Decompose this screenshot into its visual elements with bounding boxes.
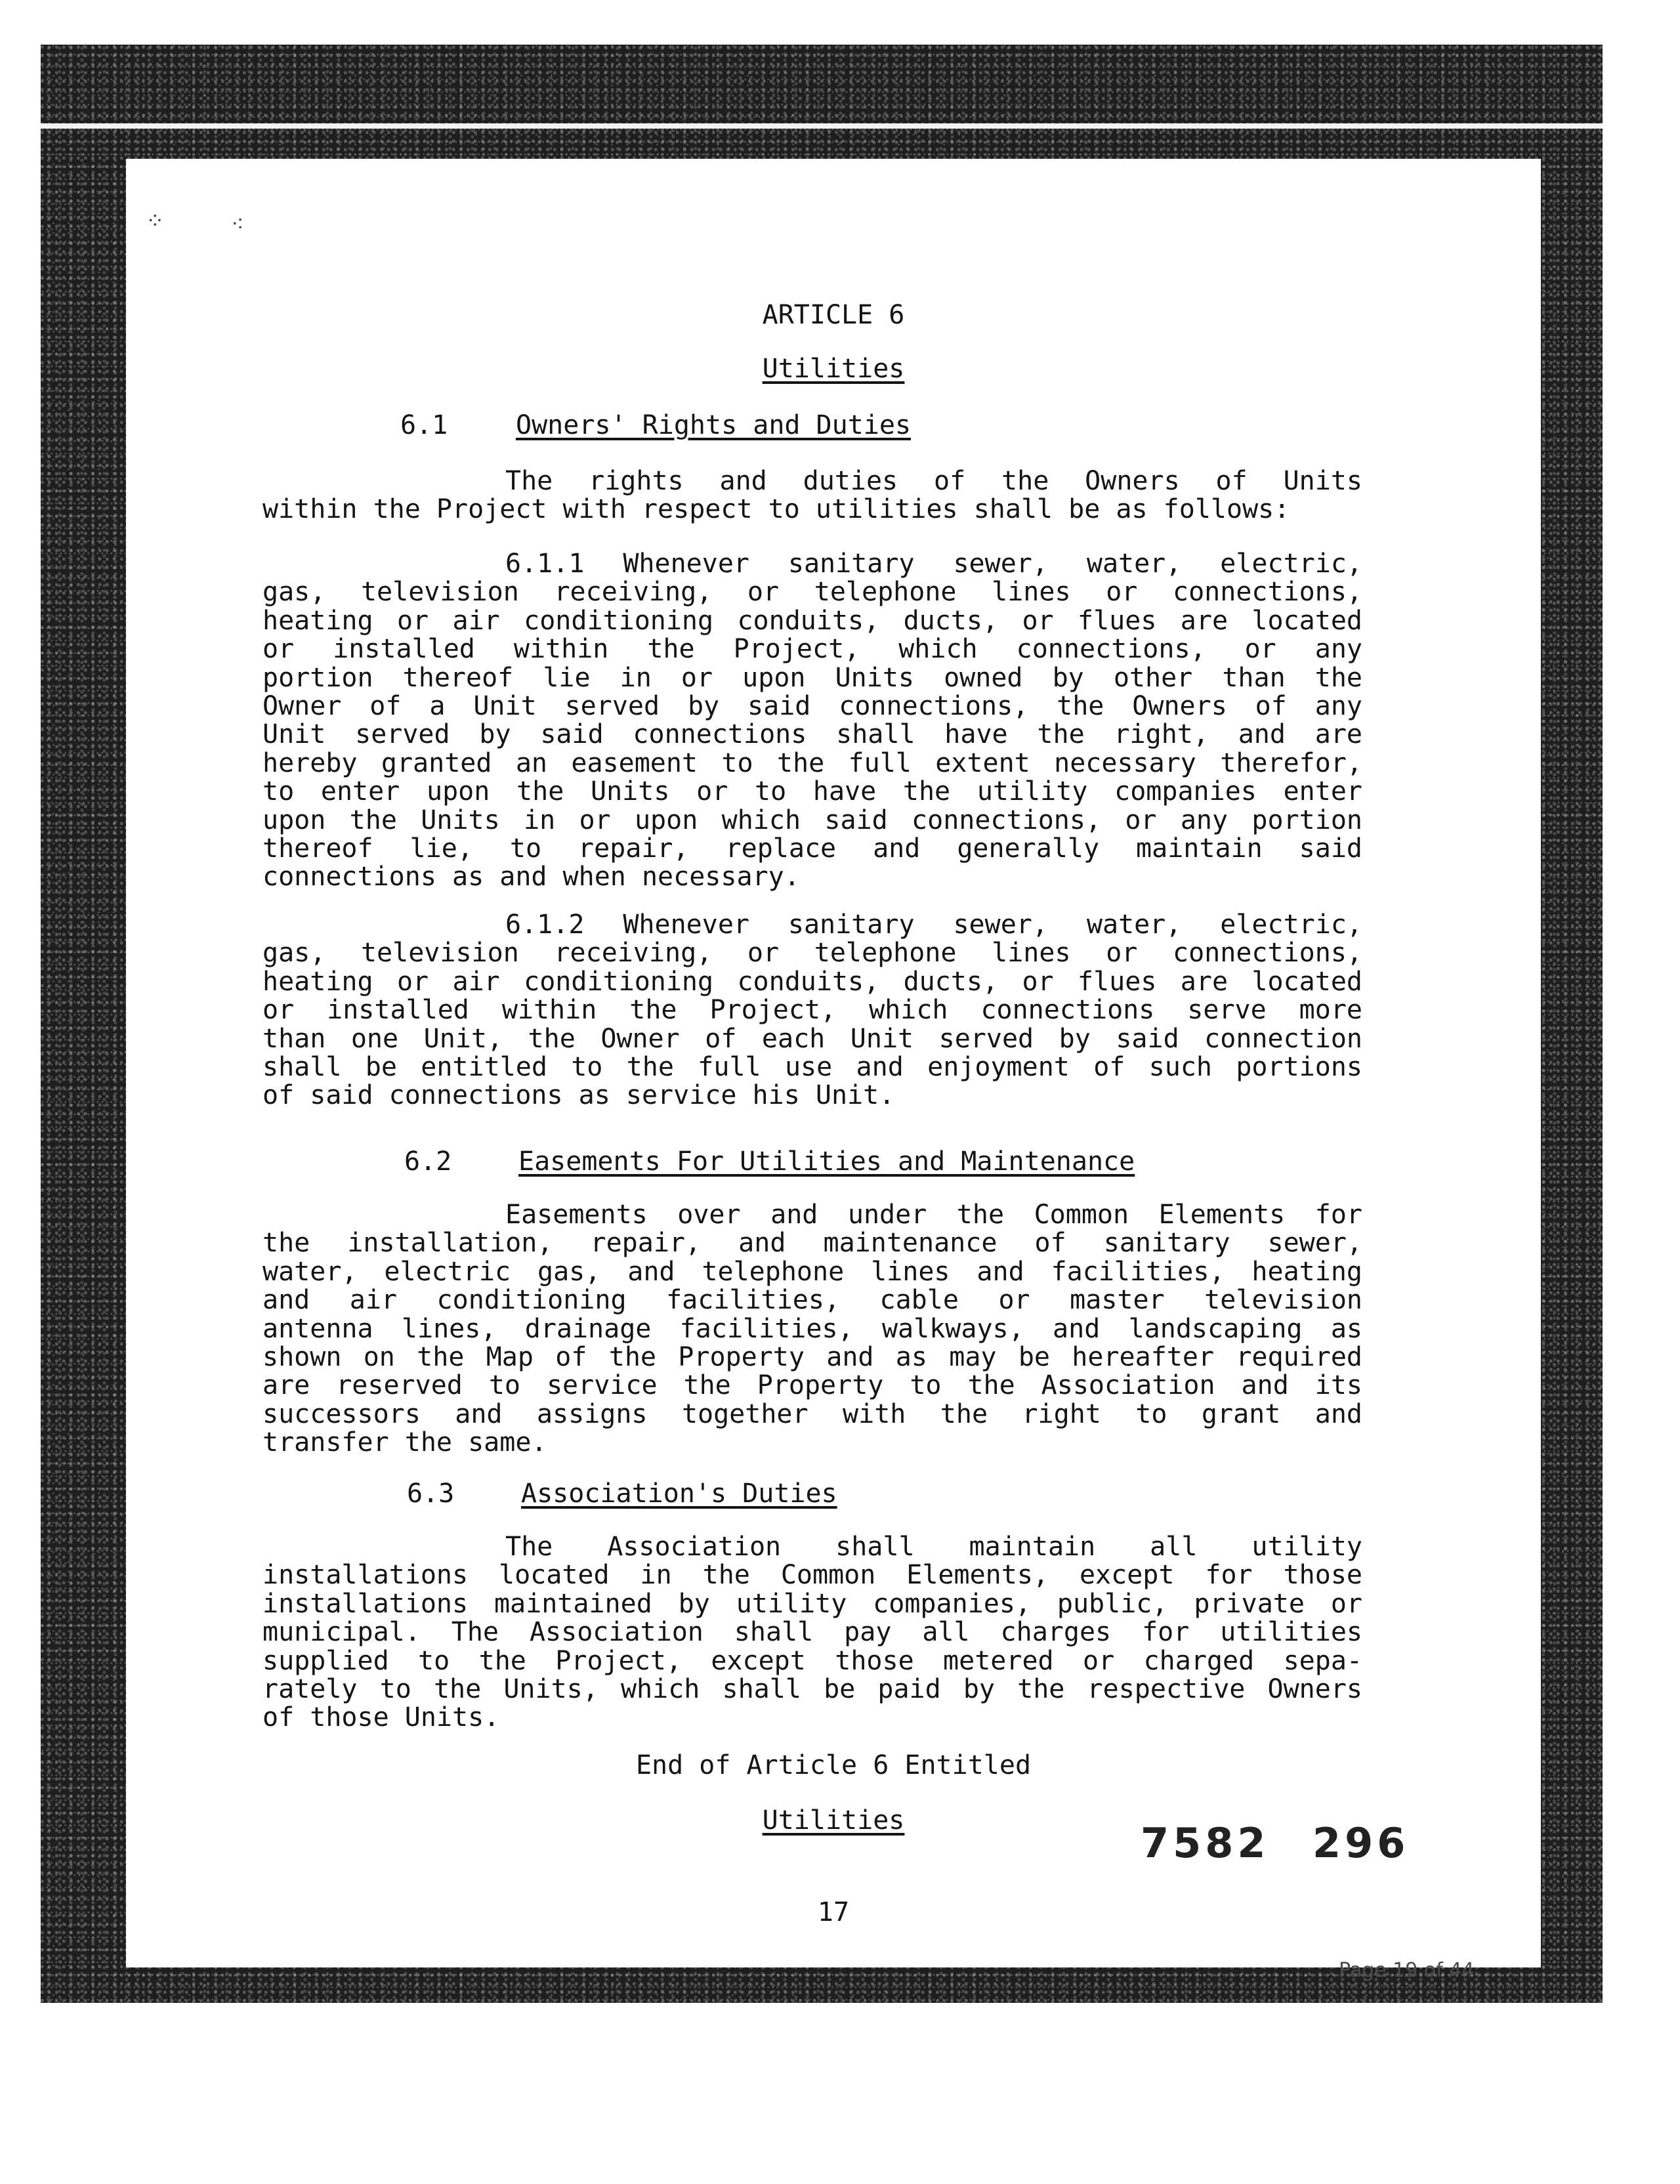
text-line: the installation, repair, and maintenance of sanitary sewer, [262,1228,1362,1259]
text-line: supplied to the Project, except those metered or charged sepa- [262,1645,1362,1676]
text-line: or installed within the Project, which connections serve more [262,995,1362,1026]
document-page [126,159,1541,1967]
text-line: upon the Units in or upon which said connections, or any portion [262,805,1362,835]
text-line: successors and assigns together with the right to grant and [262,1398,1362,1429]
scan-band-line [41,123,1603,129]
text-line: Easements over and under the Common Elements for [505,1200,1362,1230]
text-line: within the Project with respect to utilities shall be as follows: [262,494,1290,525]
text-line: portion thereof lie in or upon Units owned by other than the [262,662,1362,693]
section-number: 6.1 [400,410,448,440]
recording-page-number: 296 [1312,1819,1410,1867]
text-line: Unit served by said connections shall have the right, and are [262,719,1362,750]
text-line: hereby granted an easement to the full extent necessary therefor, [262,747,1362,778]
article-heading: ARTICLE 6 [762,300,905,330]
section-heading: Easements For Utilities and Maintenance [518,1146,1135,1177]
text-line: of those Units. [262,1702,500,1733]
text-line: connections as and when necessary. [262,862,800,892]
page-number: 17 [817,1897,850,1927]
text-line: and air conditioning facilities, cable or master television [262,1285,1362,1316]
text-line: shown on the Map of the Property and as may be hereafter required [262,1341,1362,1372]
section-number: 6.2 [404,1146,452,1177]
end-of-article-line: End of Article 6 Entitled [635,1750,1032,1780]
section-heading: Association's Duties [521,1479,837,1509]
scan-speckle: ⁖ [231,211,244,238]
paragraph-6-1-2 [262,911,1362,1110]
text-line: water, electric gas, and telephone lines and facilities, heating [262,1256,1362,1287]
text-line: municipal. The Association shall pay all charges for utilities [262,1617,1362,1648]
text-line: thereof lie, to repair, replace and generally maintain said [262,833,1362,864]
text-line: Owner of a Unit served by said connections, the Owners of any [262,690,1362,721]
section-6-2-body [262,1201,1362,1458]
text-line: installations maintained by utility companies, public, private or [262,1588,1362,1619]
end-of-article-title: Utilities [762,1805,905,1836]
text-line: The Association shall maintain all utility [505,1532,1362,1562]
text-line: rately to the Units, which shall be paid by the respective Owners [262,1673,1362,1704]
text-line: gas, television receiving, or telephone lines or connections, [262,577,1362,608]
section-6-1-intro [262,467,1362,524]
text-line: 6.1.2 Whenever sanitary sewer, water, electric, [505,910,1362,940]
text-line: are reserved to service the Property to the Association and its [262,1370,1362,1401]
text-line: gas, television receiving, or telephone lines or connections, [262,938,1362,969]
paragraph-6-1-1 [262,550,1362,892]
article-title: Utilities [762,354,905,384]
recording-book-number: 7582 [1141,1819,1270,1867]
text-line: The rights and duties of the Owners of Units [505,466,1362,496]
text-line: shall be entitled to the full use and enjoyment of such portions [262,1051,1362,1082]
scan-speckle: ⁘ [146,208,165,234]
text-line: heating or air conditioning conduits, ducts, or flues are located [262,966,1362,997]
text-line: antenna lines, drainage facilities, walkways, and landscaping as [262,1313,1362,1344]
section-number: 6.3 [407,1479,455,1509]
section-heading: Owners' Rights and Duties [516,410,912,440]
text-line: transfer the same. [262,1427,547,1458]
text-line: of said connections as service his Unit. [262,1080,895,1111]
text-line: 6.1.1 Whenever sanitary sewer, water, electric, [505,549,1362,579]
section-6-3-body [262,1533,1362,1732]
text-line: installations located in the Common Elements, except for those [262,1560,1362,1591]
text-line: than one Unit, the Owner of each Unit served by said connection [262,1023,1362,1054]
text-line: heating or air conditioning conduits, ducts, or flues are located [262,605,1362,636]
text-line: to enter upon the Units or to have the utility companies enter [262,776,1362,807]
scan-page-stamp: Page 19 of 44 [1339,1959,1475,1982]
text-line: or installed within the Project, which connections, or any [262,634,1362,665]
